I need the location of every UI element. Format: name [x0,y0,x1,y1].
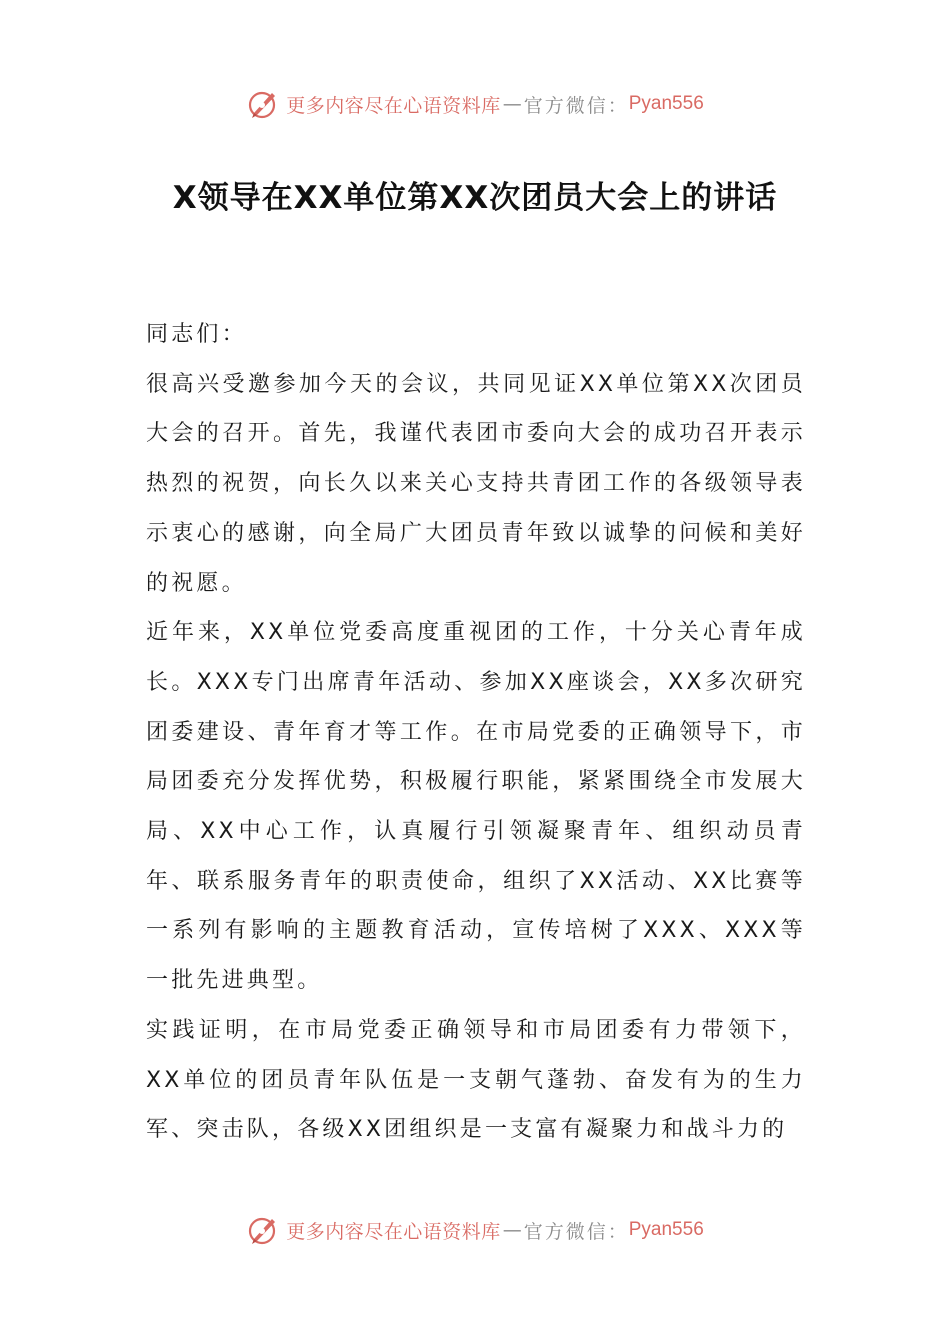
pen-logo-icon [246,87,280,121]
banner-dash: — [502,93,522,115]
paragraph-2: 近年来，XX单位党委高度重视团的工作，十分关心青年成长。XXX专门出席青年活动、参加XX座谈会，XX多次研究团委建设、青年育才等工作。在市局党委的正确领导下，市局团委充分发挥优势，积极履行职能，紧紧围绕全市发展大局、XX中心工作，认真履行引领凝聚青年、组织动员青年、联系服务青年的职责使命，组织了XX活动、XX比赛等一系列有影响的主题教育活动，宣传培树了XXX、XXX等一批先进典型。 [146,620,806,994]
banner-text: 更多内容尽在心语资料库 [286,1220,501,1243]
document-body [146,310,806,1155]
document-title: X领导在XX单位第XX次团员大会上的讲话 [172,180,778,216]
footer-watermark-banner [0,1210,950,1250]
pen-logo-icon [246,1213,280,1247]
paragraph-3: 实践证明，在市局党委正确领导和市局团委有力带领下，XX单位的团员青年队伍是一支朝气蓬勃、奋发有为的生力军、突击队，各级XX团组织是一支富有凝聚力和战斗力的 [146,1017,806,1143]
header-watermark-banner [0,84,950,124]
paragraph-1: 很高兴受邀参加今天的会议，共同见证XX单位第XX次团员大会的召开。首先，我谨代表团市委向大会的成功召开表示热烈的祝贺，向长久以来关心支持共青团工作的各级领导表示衷心的感谢，向全局广大团员青年致以诚挚的问候和美好的祝愿。 [146,371,806,596]
banner-dash: — [502,1219,522,1241]
banner-wechat-id: Pyan556 [628,1219,704,1240]
banner-wechat-id: Pyan556 [628,93,704,114]
banner-wechat-label: 官方微信： [523,1220,629,1243]
greeting: 同志们： [146,322,247,347]
banner-wechat-label: 官方微信： [523,94,629,117]
banner-text: 更多内容尽在心语资料库 [286,94,501,117]
